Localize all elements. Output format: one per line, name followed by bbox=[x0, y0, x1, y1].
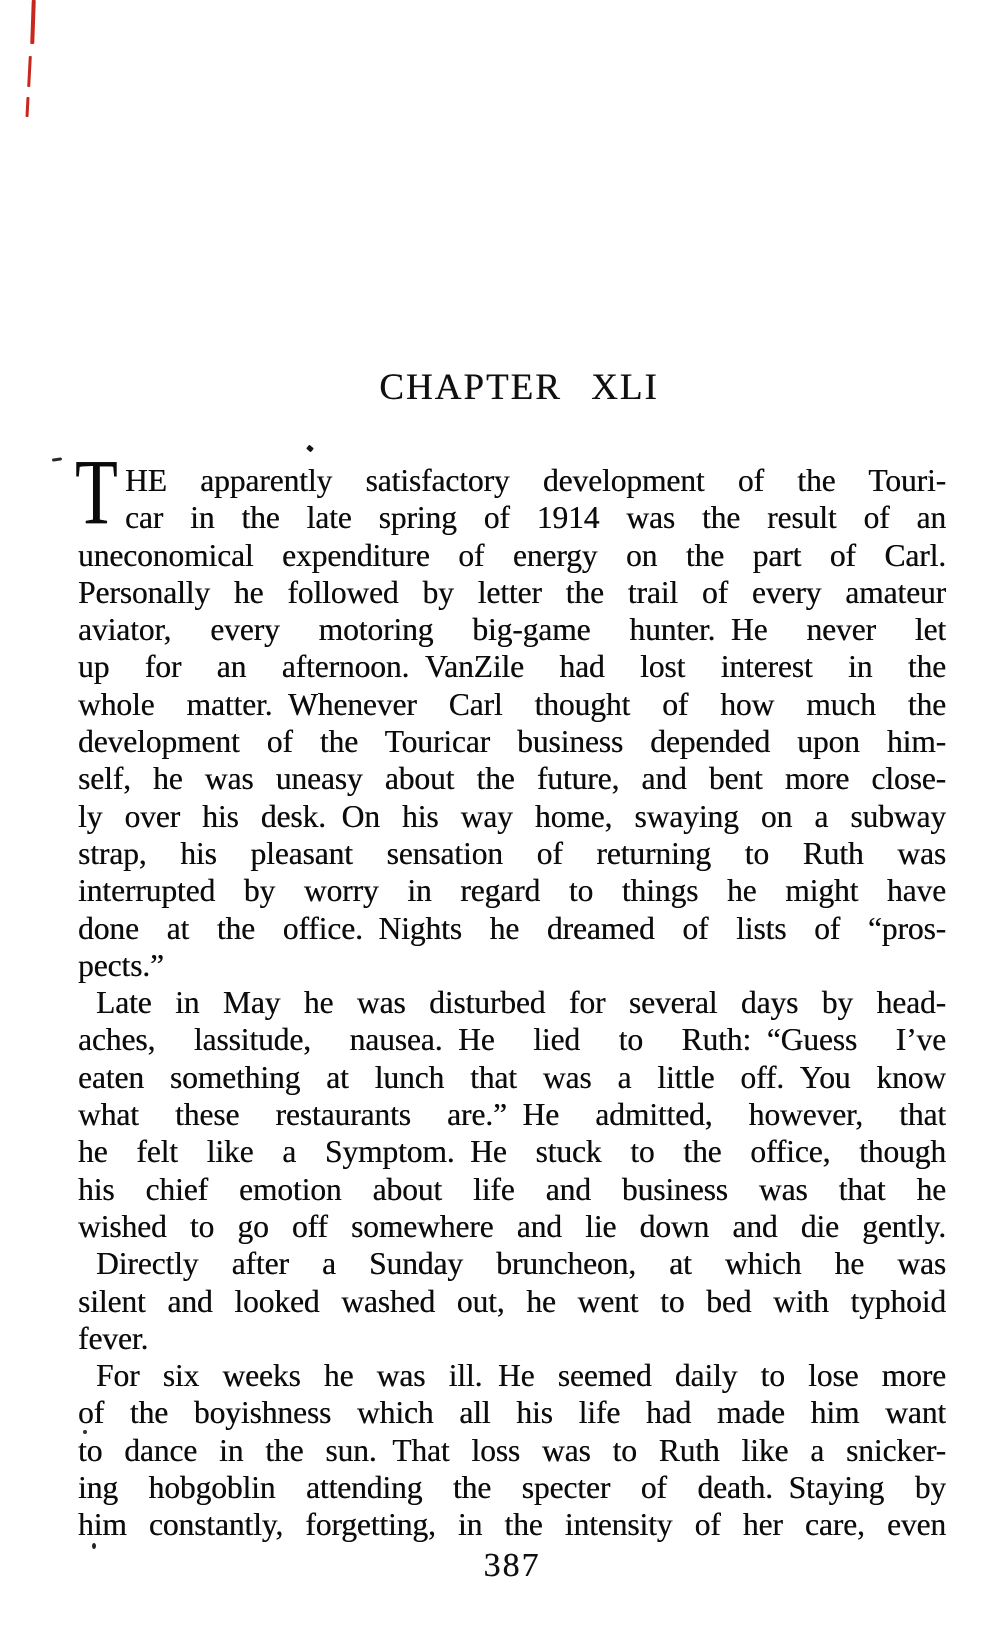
text-line: what these restaurants are.” He admitted, however, that bbox=[78, 1097, 946, 1133]
text-line: aches, lassitude, nausea. He lied to Ruth: “Guess I’ve bbox=[78, 1022, 946, 1058]
text-line: done at the office. Nights he dreamed of lists of “pros- bbox=[78, 910, 946, 946]
text-line: his chief emotion about life and business was that he bbox=[78, 1171, 946, 1207]
text-line: aviator, every motoring big-game hunter. He never let bbox=[78, 612, 946, 648]
text-line: pects.” bbox=[78, 947, 164, 983]
text-line: development of the Touricar business depended upon him- bbox=[78, 724, 946, 760]
red-scan-mark bbox=[27, 56, 32, 87]
text-line: ly over his desk. On his way home, swaying on a subway bbox=[78, 798, 946, 834]
text-line: strap, his pleasant sensation of returning to Ruth was bbox=[78, 835, 946, 871]
text-line: For six weeks he was ill. He seemed daily to lose more bbox=[96, 1358, 946, 1394]
text-line: ing hobgoblin attending the specter of death. Staying by bbox=[78, 1470, 946, 1506]
red-scan-mark bbox=[25, 97, 29, 117]
text-line: fever. bbox=[78, 1320, 149, 1356]
text-line: up for an afternoon. VanZile had lost interest in the bbox=[78, 649, 946, 685]
text-line: he felt like a Symptom. He stuck to the office, though bbox=[78, 1134, 946, 1170]
text-line: Directly after a Sunday bruncheon, at which he was bbox=[96, 1246, 946, 1282]
text-line: eaten something at lunch that was a little off. You know bbox=[78, 1059, 946, 1095]
chapter-heading: CHAPTER XLI bbox=[379, 367, 659, 408]
text-line: whole matter. Whenever Carl thought of how much the bbox=[78, 686, 946, 722]
text-line: him constantly, forgetting, in the intensity of her care, even bbox=[78, 1507, 946, 1543]
text-line: Personally he followed by letter the trail of every amateur bbox=[78, 574, 946, 610]
text-line: HE apparently satisfactory development of the Touri- bbox=[125, 463, 946, 498]
ink-speck bbox=[52, 457, 62, 461]
ink-speck bbox=[306, 445, 314, 453]
text-line: car in the late spring of 1914 was the result of an bbox=[125, 500, 946, 536]
body-text bbox=[75, 441, 946, 1544]
text-line: wished to go off somewhere and lie down and die gently. bbox=[78, 1208, 946, 1244]
red-scan-mark bbox=[30, 0, 36, 44]
page-number: 387 bbox=[483, 1547, 541, 1584]
text-line: uneconomical expenditure of energy on the part of Carl. bbox=[78, 537, 946, 573]
drop-cap-letter: T bbox=[75, 441, 118, 544]
text-line: silent and looked washed out, he went to bed with typhoid bbox=[78, 1283, 946, 1319]
text-line: to dance in the sun. That loss was to Ruth like a snicker- bbox=[78, 1432, 946, 1468]
text-line: of the boyishness which all his life had made him want bbox=[78, 1395, 946, 1431]
text-line: self, he was uneasy about the future, and bent more close- bbox=[78, 761, 946, 797]
text-line: interrupted by worry in regard to things he might have bbox=[78, 873, 946, 909]
text-line: Late in May he was disturbed for several days by head- bbox=[96, 985, 946, 1021]
